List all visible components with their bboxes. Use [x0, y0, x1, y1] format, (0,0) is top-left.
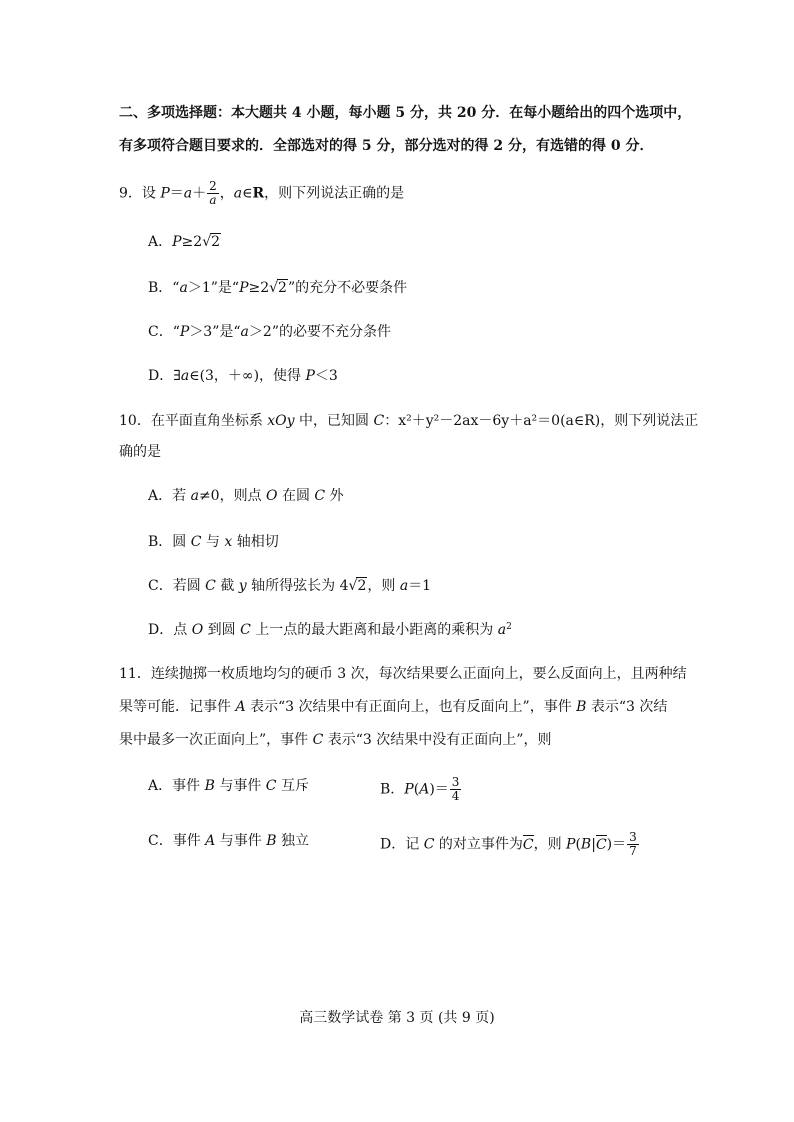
question-11-stem-line1: 11．连续抛掷一枚质地均匀的硬币 3 次，每次结果要么正面向上，要么反面向上，且两种结	[119, 666, 687, 682]
option-11a: A．事件 B 与事件 C 互斥	[148, 778, 309, 794]
sqrt: √2	[348, 578, 367, 594]
fraction: $\frac{3}{4}$	[451, 775, 460, 803]
question-11-stem-line2: 果等可能．记事件 A 表示“3 次结果中有正面向上，也有反面向上”，事件 B 表示“3 次结	[119, 699, 668, 715]
section-heading-line1: 二、多项选择题：本大题共 4 小题，每小题 5 分，共 20 分．在每小题给出的四个选项中，	[119, 105, 692, 121]
question-number: 10．	[119, 413, 151, 429]
question-11-stem-line3: 果中最多一次正面向上”，事件 C 表示“3 次结果中没有正面向上”，则	[119, 732, 552, 748]
option-9d: D．∃a∈(3，＋∞)，使得 P＜3	[148, 368, 338, 384]
fraction: $\frac{2}{a}$	[209, 179, 217, 207]
option-11b: B．P(A)＝ $\frac{3}{4}$	[380, 775, 460, 803]
sqrt: √2	[269, 280, 287, 296]
question-10-stem-line2: 确的是	[119, 444, 161, 460]
option-10c: C．若圆 C 截 y 轴所得弦长为 4√2，则 a＝1	[148, 578, 432, 594]
option-9a: A．P≥2√2	[148, 234, 221, 250]
question-number: 11．	[119, 666, 151, 682]
option-11c: C．事件 A 与事件 B 独立	[148, 833, 309, 849]
circle-equation: x²＋y²－2ax－6y＋a²＝0(a∈R)	[398, 413, 601, 429]
option-10a: A．若 a≠0，则点 O 在圆 C 外	[148, 488, 344, 504]
sqrt: √2	[202, 234, 221, 250]
option-9c: C．“P＞3”是“a＞2”的必要不充分条件	[148, 324, 391, 340]
section-heading-line2: 有多项符合题目要求的．全部选对的得 5 分，部分选对的得 2 分，有选错的得 0 分．	[119, 138, 654, 154]
option-10b: B．圆 C 与 x 轴相切	[148, 534, 279, 550]
question-10-stem-line1: 10．在平面直角坐标系 xOy 中，已知圆 C：x²＋y²－2ax－6y＋a²＝0(a∈R)，则下列说法正	[119, 413, 699, 429]
question-number: 9．	[119, 185, 142, 202]
option-10d: D．点 O 到圆 C 上一点的最大距离和最小距离的乘积为 $a^2$	[148, 622, 512, 638]
option-9b: B．“a＞1”是“P≥2√2”的充分不必要条件	[148, 280, 408, 296]
question-9-stem: 9．设 P＝a＋ $\frac{2}{a}$ ，a∈R，则下列说法正确的是	[119, 179, 405, 207]
option-11d: D．记 C 的对立事件为C，则 P(B|C)＝ $\frac{3}{7}$	[380, 830, 637, 858]
fraction: $\frac{3}{7}$	[629, 830, 637, 858]
page-footer: 高三数学试卷 第 3 页 (共 9 页)	[299, 1010, 495, 1026]
